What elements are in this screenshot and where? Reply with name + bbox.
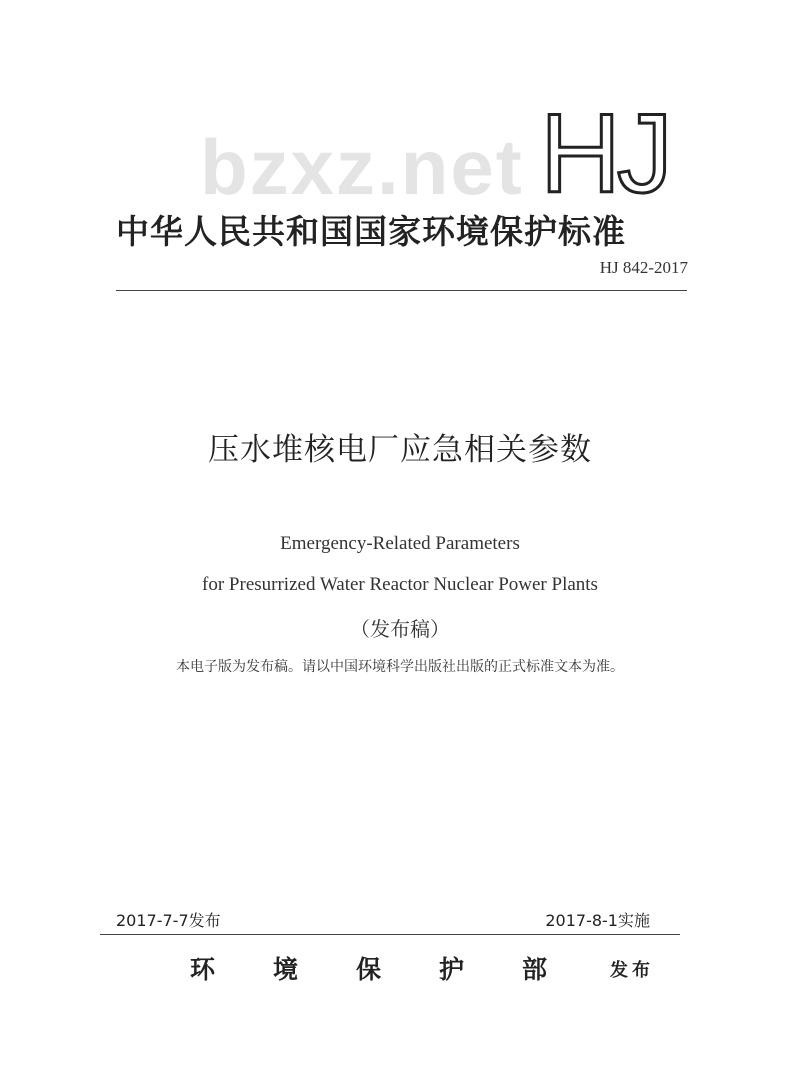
document-title-english-line2: for Presurrized Water Reactor Nuclear Power Plants <box>202 574 598 595</box>
publish-label: 发布 <box>610 960 654 981</box>
footer-divider <box>100 934 680 935</box>
implementation-date: 2017-8-1实施 <box>545 911 650 930</box>
hj-logo: HJ <box>540 91 669 216</box>
watermark: bzxz.net <box>200 123 524 211</box>
document-title-english-line1: Emergency-Related Parameters <box>280 533 520 554</box>
edition-note: 本电子版为发布稿。请以中国环境科学出版社出版的正式标准文本为准。 <box>176 659 624 675</box>
publisher-name: 环境保护部 <box>190 955 606 984</box>
header-divider <box>116 290 687 291</box>
standard-code: HJ 842-2017 <box>599 258 688 277</box>
issue-date: 2017-7-7发布 <box>116 911 221 930</box>
national-standard-title: 中华人民共和国国家环境保护标准 <box>116 212 626 251</box>
document-title-chinese: 压水堆核电厂应急相关参数 <box>208 432 592 468</box>
draft-label: （发布稿） <box>350 617 450 641</box>
